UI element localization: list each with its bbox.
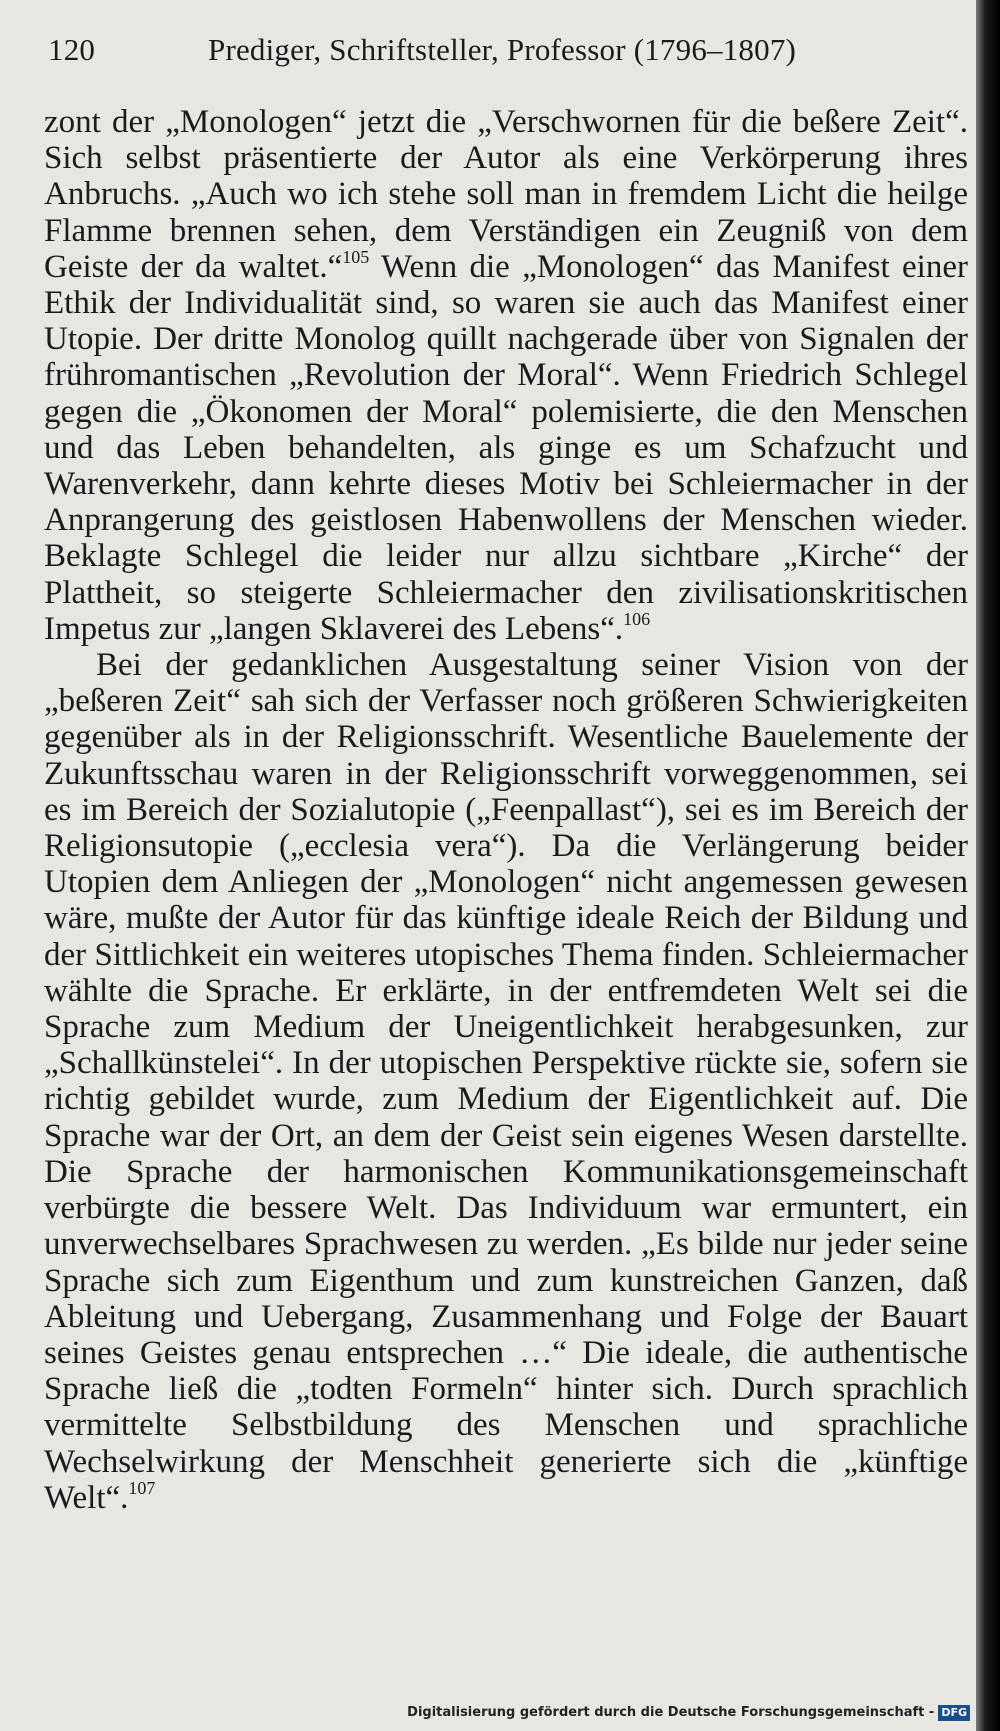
paragraph-2 bbox=[44, 647, 968, 1516]
footnote-ref-107: 107 bbox=[128, 1477, 156, 1498]
dfg-logo: DFG bbox=[938, 1705, 970, 1721]
paragraph-1 bbox=[44, 104, 968, 647]
page-header bbox=[48, 28, 968, 72]
digitization-notice: Digitalisierung gefördert durch die Deutsche Forschungsgemeinschaft - bbox=[407, 1705, 935, 1720]
footnote-ref-106: 106 bbox=[623, 608, 651, 629]
running-title: Prediger, Schriftsteller, Professor (1796–1807) bbox=[208, 32, 797, 67]
paragraph-1-text-a: zont der „Monologen“ jetzt die „Verschwornen für die beßere Zeit“. Sich selbst präsentierte der Autor als eine Verkörperung ihres Anbruchs. „Auch wo ich stehe soll man in fremdem Licht die heilge Flamme brennen sehen, dem Verständigen ein Zeugniß von dem Geiste der da waltet.“ bbox=[44, 104, 968, 285]
digitization-footer bbox=[407, 1703, 970, 1723]
paragraph-1-text-b: Wenn die „Monologen“ das Manifest einer Ethik der Individualität sind, so waren sie auch das Manifest einer Utopie. Der dritte Monolog quillt nachgerade über von Signalen der frühromantischen „Revolution der Moral“. Wenn Friedrich Schlegel gegen die „Ökonomen der Moral“ polemisierte, die den Menschen und das Leben behandelten, als ginge es um Schafzucht und Warenverkehr, dann kehrte dieses Motiv bei Schleiermacher in der Anprangerung des geistlosen Habenwollens der Menschen wieder. Beklagte Schlegel die leider nur allzu sichtbare „Kirche“ der Plattheit, so steigerte Schleiermacher den zivilisationskritischen Impetus zur „langen Sklaverei des Lebens“. bbox=[44, 248, 968, 647]
paragraph-2-text: Bei der gedanklichen Ausgestaltung seiner Vision von der „beßeren Zeit“ sah sich der Verfasser noch größeren Schwierigkeiten gegenüber als in der Religionsschrift. Wesentliche Bauelemente der Zukunftsschau waren in der Religionsschrift vorweggenommen, sei es im Bereich der Sozialutopie („Feenpallast“), sei es im Bereich der Religionsutopie („ecclesia vera“). Da die Verlängerung beider Utopien dem Anliegen der „Monologen“ nicht angemessen gewesen wäre, mußte der Autor für das künftige ideale Reich der Bildung und der Sittlichkeit ein weiteres utopisches Thema finden. Schleiermacher wählte die Sprache. Er erklärte, in der entfremdeten Welt sei die Sprache zum Medium der Uneigentlichkeit herabgesunken, zur „Schallkünstelei“. In der utopischen Perspektive rückte sie, sofern sie richtig gebildet wurde, zum Medium der Eigentlichkeit auf. Die Sprache war der Ort, an dem der Geist sein eigenes Wesen darstellte. Die Sprache der harmonischen Kommunikationsgemeinschaft verbürgte die bessere Welt. Das Individuum war ermuntert, ein unverwechselbares Sprachwesen zu werden. „Es bilde nur jeder seine Sprache sich zum Eigenthum und zum kunstreichen Ganzen, daß Ableitung und Uebergang, Zusammenhang und Folge der Bauart seines Geistes genau entsprechen …“ Die ideale, die authentische Sprache ließ die „todten Formeln“ hinter sich. Durch sprachlich vermittelte Selbstbildung des Menschen und sprachliche Wechselwirkung der Menschheit generierte sich die „künftige Welt“. bbox=[44, 647, 968, 1516]
body-text bbox=[44, 104, 968, 1516]
page-number: 120 bbox=[48, 32, 96, 67]
footnote-ref-105: 105 bbox=[342, 246, 370, 267]
scan-shadow-edge bbox=[976, 0, 1000, 1731]
